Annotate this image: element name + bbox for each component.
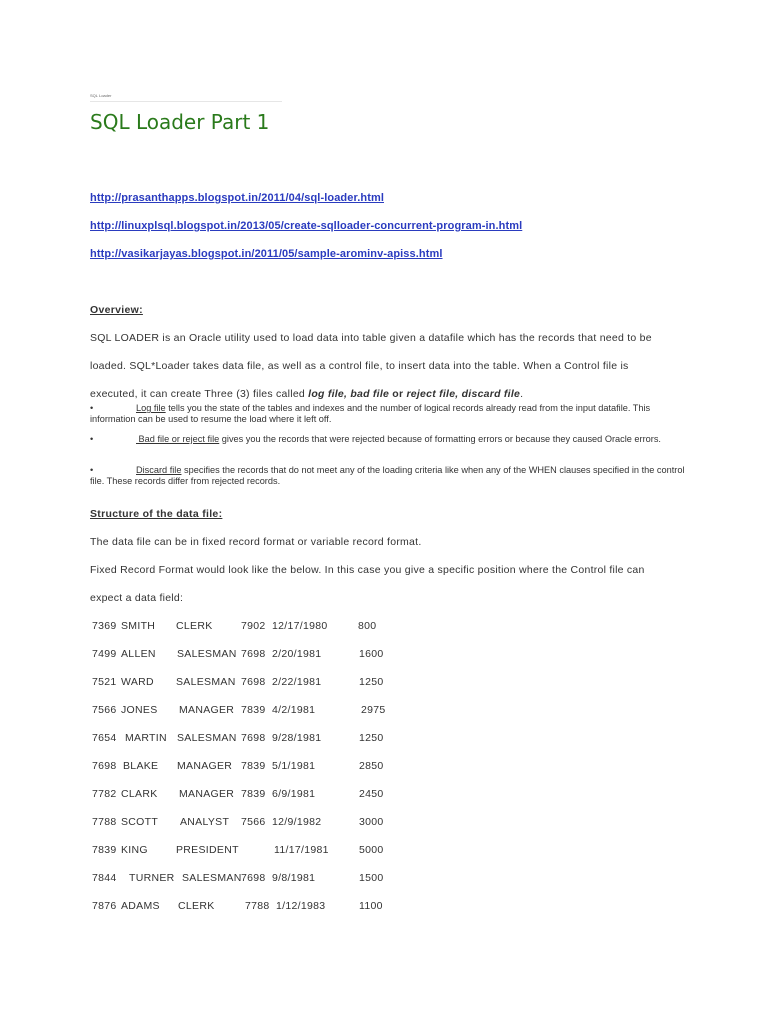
record-mgr: 7788 (245, 900, 270, 912)
record-job: PRESIDENT (176, 844, 239, 856)
record-name: MARTIN (125, 732, 167, 744)
record-name: JONES (121, 704, 158, 716)
record-mgr: 7566 (241, 816, 266, 828)
record-mgr: 7698 (241, 732, 266, 744)
record-date: 6/9/1981 (272, 788, 316, 800)
record-id: 7844 (92, 872, 117, 884)
record-sal: 3000 (359, 816, 384, 828)
overview-text: executed, it can create Three (3) files called (90, 388, 309, 400)
record-job: MANAGER (177, 760, 233, 772)
bullet-term: Log file (136, 403, 166, 413)
record-date: 2/20/1981 (272, 648, 322, 660)
record-name: WARD (121, 676, 154, 688)
record-name: ADAMS (121, 900, 160, 912)
bullet-term: Discard file (136, 465, 182, 475)
record-date: 1/12/1983 (276, 900, 326, 912)
record-job: CLERK (176, 620, 213, 632)
breadcrumb: SQL Loader (90, 93, 282, 102)
record-date: 12/9/1982 (272, 816, 322, 828)
bullet-icon: • (90, 434, 94, 444)
overview-heading: Overview: (90, 304, 143, 316)
bullet-term: Bad file or reject file (136, 434, 220, 444)
record-job: SALESMAN (177, 732, 237, 744)
record-sal: 2975 (361, 704, 386, 716)
record-id: 7839 (92, 844, 117, 856)
reference-link[interactable]: http://prasanthapps.blogspot.in/2011/04/sql-loader.html (90, 192, 384, 204)
record-job: MANAGER (179, 704, 235, 716)
record-job: MANAGER (179, 788, 235, 800)
or-word: or (389, 388, 407, 400)
record-id: 7788 (92, 816, 117, 828)
bullet-text: specifies the records that do not meet any of the loading criteria like when any of the WHEN clauses specified in the control file. These records differ from rejected records. (90, 465, 685, 486)
record-name: ALLEN (121, 648, 156, 660)
structure-line: Fixed Record Format would look like the below. In this case you give a specific position where the Control file can (90, 564, 645, 576)
record-job: SALESMAN (177, 648, 237, 660)
record-name: SMITH (121, 620, 156, 632)
record-date: 9/28/1981 (272, 732, 322, 744)
record-id: 7654 (92, 732, 117, 744)
record-date: 4/2/1981 (272, 704, 316, 716)
files-term: reject file, discard file (406, 388, 521, 400)
record-id: 7876 (92, 900, 117, 912)
data-file-term: data file (222, 360, 262, 372)
record-sal: 800 (358, 620, 377, 632)
structure-line: The data file can be in fixed record format or variable record format. (90, 536, 422, 548)
structure-line: expect a data field: (90, 592, 184, 604)
overview-line: SQL LOADER is an Oracle utility used to load data into table given a datafile which has the records that need to be (90, 332, 652, 344)
record-sal: 2850 (359, 760, 384, 772)
record-mgr: 7698 (241, 872, 266, 884)
record-mgr: 7902 (241, 620, 266, 632)
reference-link[interactable]: http://linuxplsql.blogspot.in/2013/05/create-sqlloader-concurrent-program-in.html (90, 220, 523, 232)
record-job: CLERK (178, 900, 215, 912)
record-name: BLAKE (123, 760, 159, 772)
record-mgr: 7839 (241, 788, 266, 800)
overview-line (90, 360, 629, 372)
record-sal: 1250 (359, 732, 384, 744)
record-id: 7369 (92, 620, 117, 632)
bullet-icon: • (90, 403, 94, 413)
record-sal: 5000 (359, 844, 384, 856)
record-name: TURNER (129, 872, 175, 884)
record-job: ANALYST (180, 816, 230, 828)
record-mgr: 7839 (241, 704, 266, 716)
record-id: 7521 (92, 676, 117, 688)
bullet-item (90, 434, 686, 445)
record-sal: 1100 (359, 900, 383, 912)
reference-link[interactable]: http://vasikarjayas.blogspot.in/2011/05/sample-arominv-apiss.html (90, 248, 443, 260)
record-sal: 1250 (359, 676, 384, 688)
record-mgr: 7698 (241, 676, 266, 688)
record-id: 7698 (92, 760, 117, 772)
record-date: 5/1/1981 (272, 760, 316, 772)
record-sal: 1500 (359, 872, 384, 884)
structure-heading: Structure of the data file: (90, 508, 223, 520)
record-mgr: 7698 (241, 648, 266, 660)
record-id: 7566 (92, 704, 117, 716)
record-date: 2/22/1981 (272, 676, 322, 688)
overview-text: . (520, 388, 524, 400)
record-name: SCOTT (121, 816, 159, 828)
record-date: 12/17/1980 (272, 620, 328, 632)
bullet-item (90, 403, 686, 425)
overview-text: loaded. SQL*Loader takes (90, 360, 223, 372)
record-date: 9/8/1981 (272, 872, 316, 884)
bullet-text: tells you the state of the tables and indexes and the number of logical records already read from the input datafile. This information can be used to resume the load where it left off. (90, 403, 651, 424)
record-name: CLARK (121, 788, 158, 800)
record-mgr: 7839 (241, 760, 266, 772)
bullet-icon: • (90, 465, 94, 475)
record-id: 7782 (92, 788, 117, 800)
bullet-text: gives you the records that were rejected because of formatting errors or because they caused Oracle errors. (219, 434, 661, 444)
record-date: 11/17/1981 (274, 844, 329, 856)
page-title: SQL Loader Part 1 (90, 110, 270, 134)
overview-line (90, 388, 523, 400)
record-job: SALESMAN (176, 676, 236, 688)
record-sal: 2450 (359, 788, 384, 800)
overview-text: , as well as a control file, to insert data into the table. When a Control file is (261, 360, 629, 372)
bullet-item (90, 465, 686, 487)
record-job: SALESMAN (182, 872, 242, 884)
record-id: 7499 (92, 648, 117, 660)
record-name: KING (121, 844, 148, 856)
files-term: log file, bad file (308, 388, 390, 400)
record-sal: 1600 (359, 648, 384, 660)
